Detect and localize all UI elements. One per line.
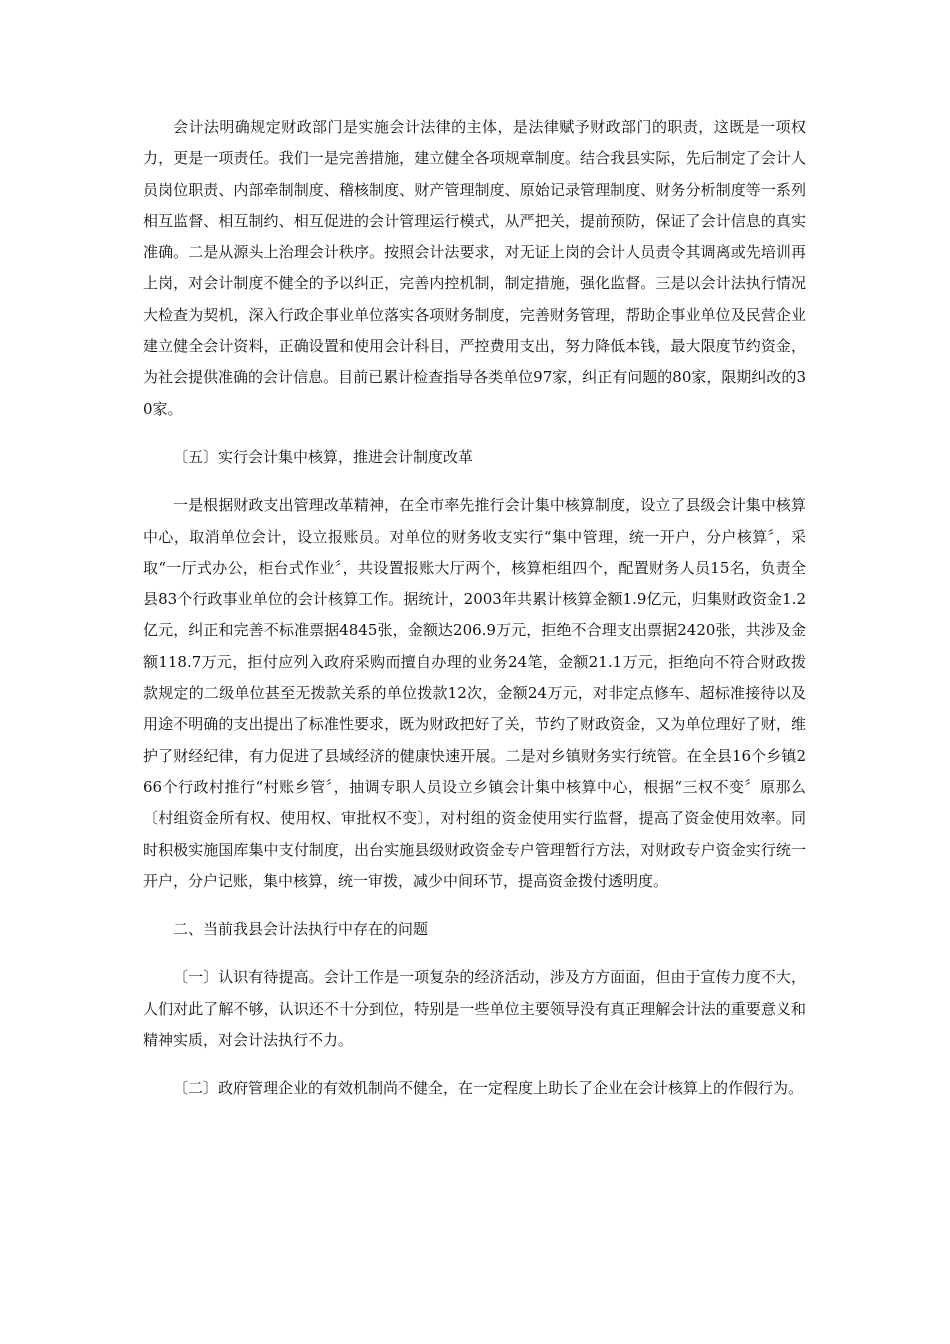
paragraph-government-mechanism: 〔二〕政府管理企业的有效机制尚不健全，在一定程度上助长了企业在会计核算上的作假行为。: [173, 1079, 804, 1098]
section-heading-five: 〔五〕实行会计集中核算，推进会计制度改革: [173, 447, 474, 466]
paragraph-centralized-accounting: 一是根据财政支出管理改革精神，在全市率先推行会计集中核算制度，设立了县级会计集中核算中心，取消单位会计，设立报账员。对单位的财务收支实行“集中管理，统一开户，分户核算〞，采取“一厅式办公，柜台式作业〞，共设置报账大厅两个，核算柜组四个，配置财务人员15名，负责全县83个行政事业单位的会计核算工作。据统计，2003年共累计核算金额1.9亿元，归集财政资金1.2亿元，纠正和完善不标准票据4845张，金额达206.9万元，拒绝不合理支出票据2420张，共涉及金额118.7万元，拒付应列入政府采购而擅自办理的业务24笔，金额21.1万元，拒绝向不符合财政拨款规定的二级单位甚至无拨款关系的单位拨款12次，金额24万元，对非定点修车、超标准接待以及用途不明确的支出提出了标准性要求，既为财政把好了关，节约了财政资金，又为单位理好了财，维护了财经纪律，有力促进了县域经济的健康快速开展。二是对乡镇财务实行统管。在全县16个乡镇266个行政村推行“村账乡管〞，抽调专职人员设立乡镇会计集中核算中心，根据“三权不变〞原那么〔村组资金所有权、使用权、审批权不变〕，对村组的资金使用实行监督，提高了资金使用效率。同时积极实施国库集中支付制度，出台实施县级财政资金专户管理暂行方法，对财政专户资金实行统一开户，分户记账，集中核算，统一审拨，减少中间环节，提高资金拨付透明度。: [143, 496, 806, 890]
paragraph-supervision: 会计法明确规定财政部门是实施会计法律的主体，是法律赋予财政部门的职责，这既是一项权力，更是一项责任。我们一是完善措施，建立健全各项规章制度。结合我县实际，先后制定了会计人员岗位职责、内部牵制制度、稽核制度、财产管理制度、原始记录管理制度、财务分析制度等一系列相互监督、相互制约、相互促进的会计管理运行模式，从严把关，提前预防，保证了会计信息的真实准确。二是从源头上治理会计秩序。按照会计法要求，对无证上岗的会计人员责令其调离或先培训再上岗，对会计制度不健全的予以纠正，完善内控机制，制定措施，强化监督。三是以会计法执行情况大检查为契机，深入行政企事业单位落实各项财务制度，完善财务管理，帮助企事业单位及民营企业建立健全会计资料，正确设置和使用会计科目，严控费用支出，努力降低本钱，最大限度节约资金，为社会提供准确的会计信息。目前已累计检查指导各类单位97家，纠正有问题的80家，限期纠改的30家。: [143, 118, 806, 418]
document-page: [143, 112, 806, 1105]
paragraph-awareness: 〔一〕认识有待提高。会计工作是一项复杂的经济活动，涉及方方面面，但由于宣传力度不大，人们对此了解不够，认识还不十分到位，特别是一些单位主要领导没有真正理解会计法的重要意义和精神实质，对会计法执行不力。: [143, 968, 806, 1050]
section-heading-problems: 二、当前我县会计法执行中存在的问题: [173, 920, 429, 939]
